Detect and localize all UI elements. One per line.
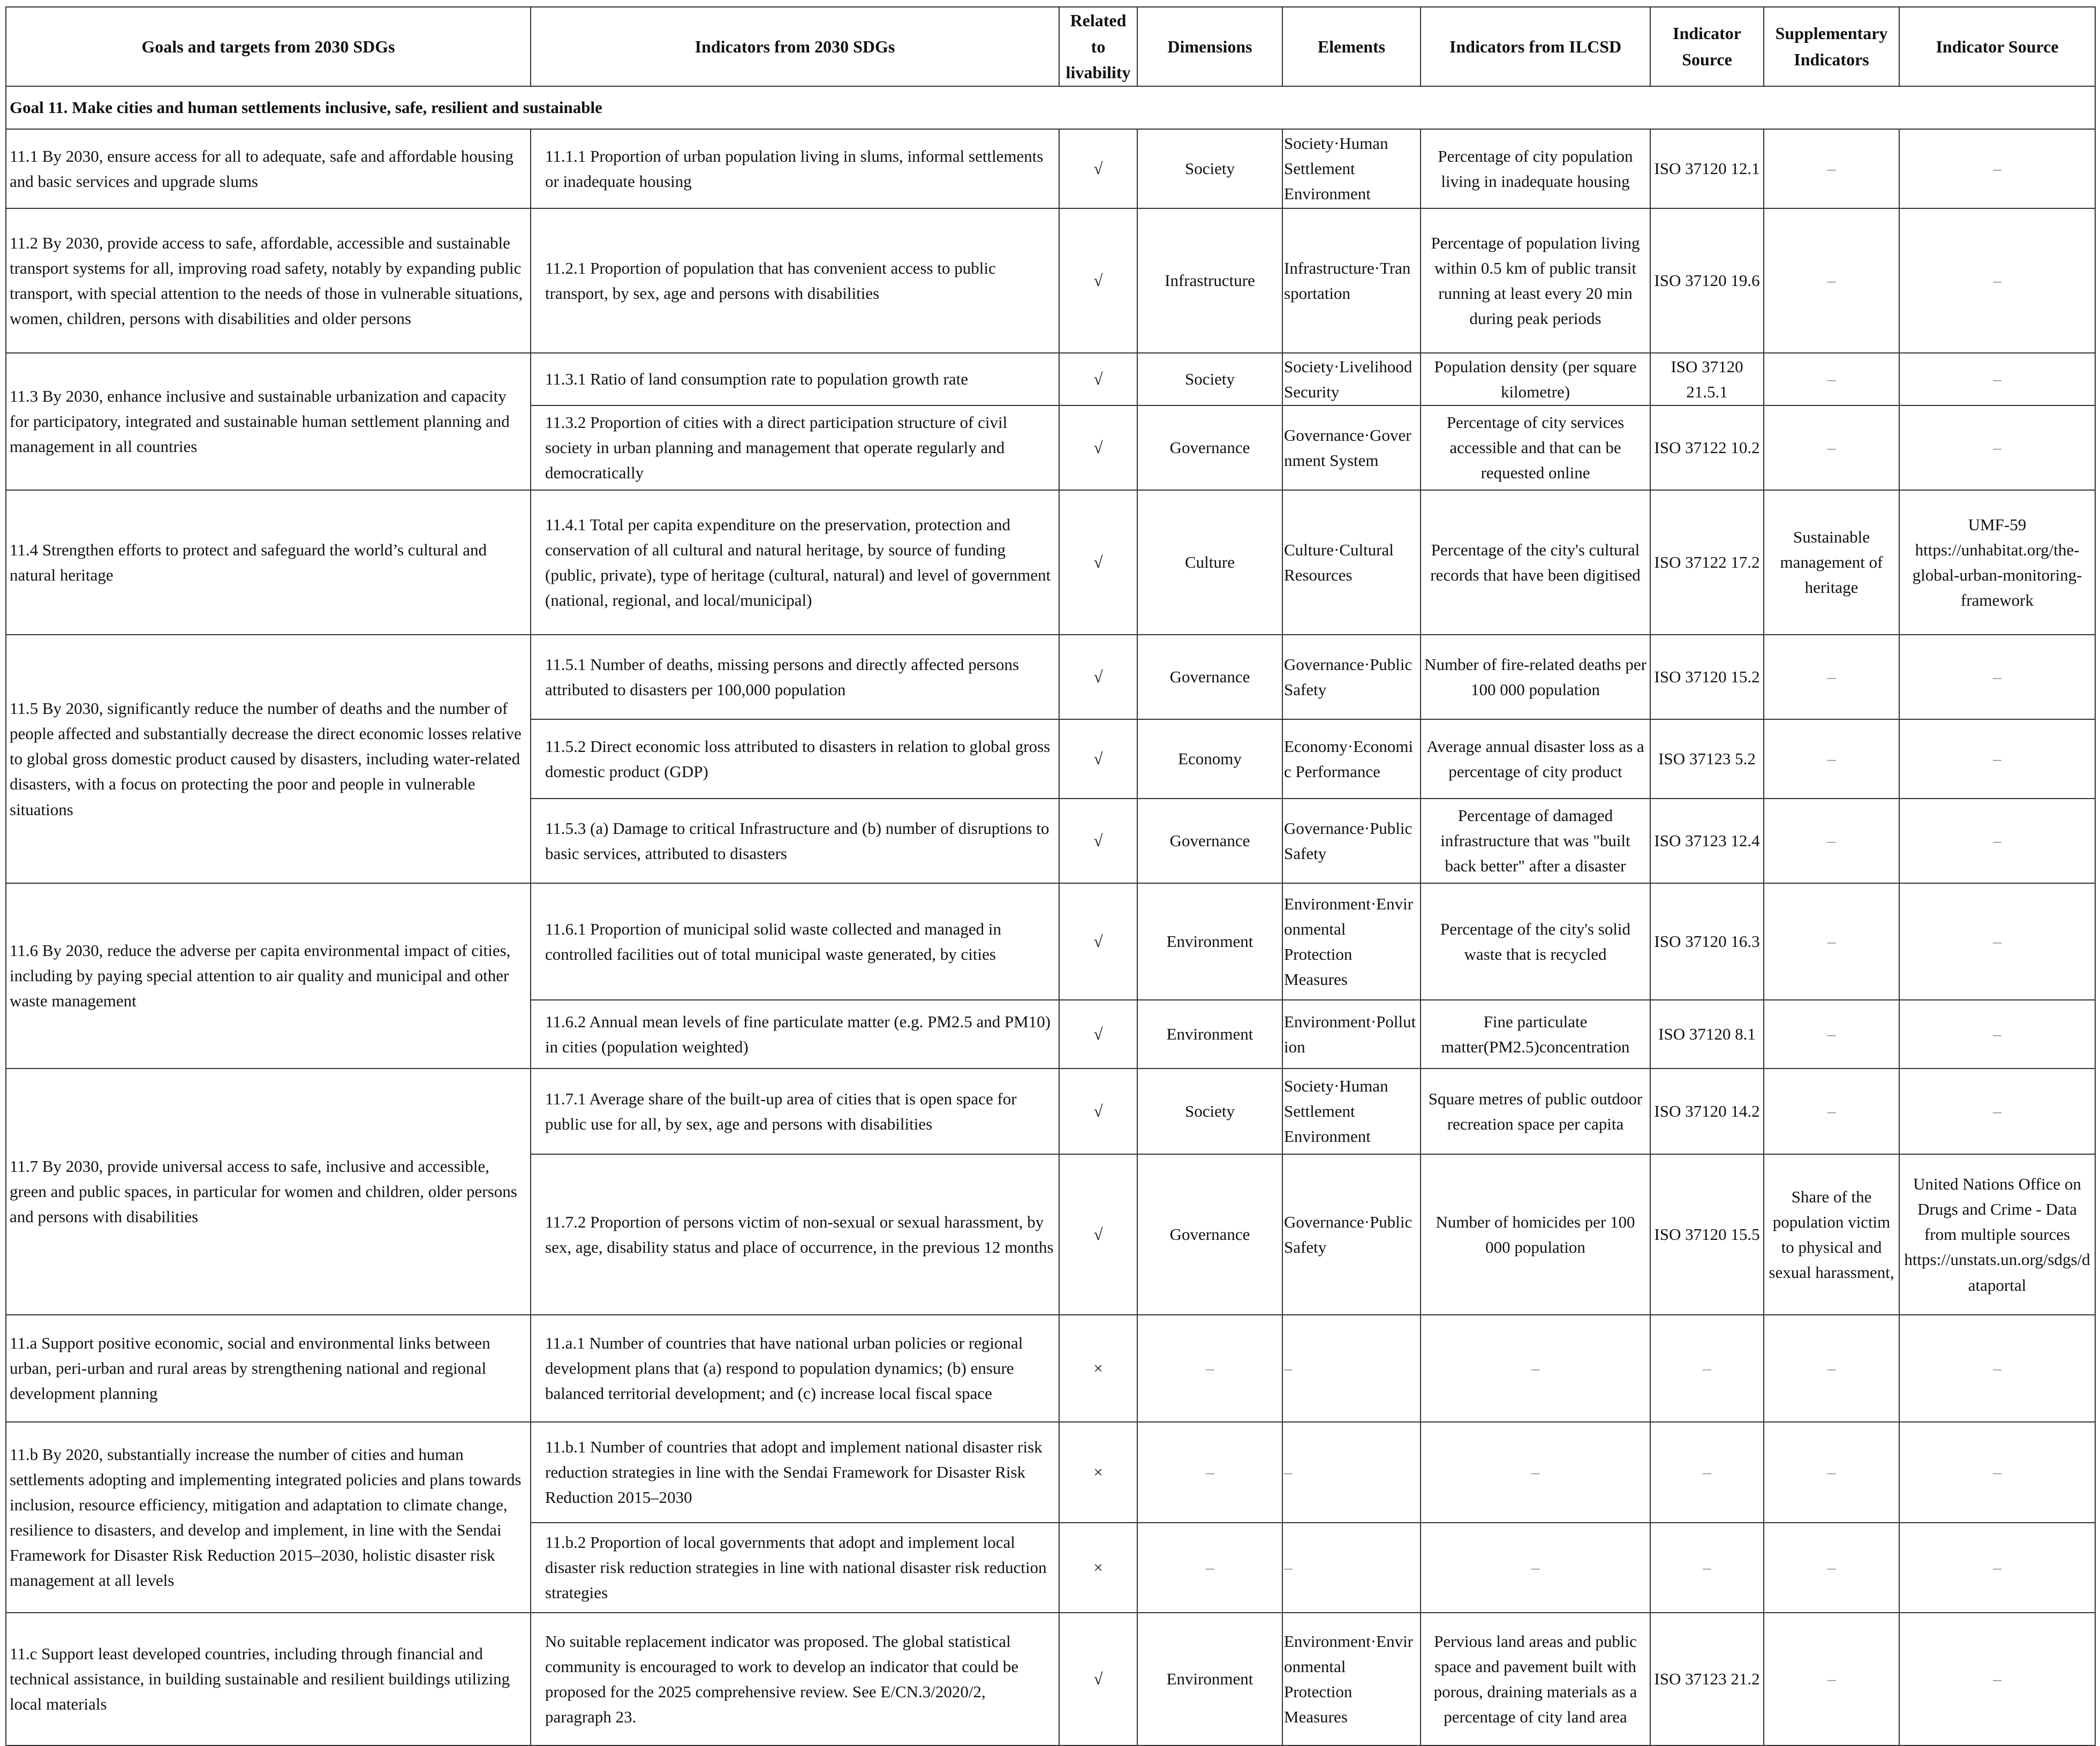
element-cell: Culture·Cultural Resources xyxy=(1282,490,1421,635)
element-cell: Society·Livelihood Security xyxy=(1282,353,1421,405)
indicator-cell: 11.2.1 Proportion of population that has convenient access to public transport, by sex, age and persons with disabilities xyxy=(531,208,1059,353)
supplementary-indicator-cell: – xyxy=(1764,719,1899,799)
table-row xyxy=(6,129,2095,208)
supplementary-source-cell: – xyxy=(1899,405,2095,490)
indicator-cell: 11.b.1 Number of countries that adopt and implement national disaster risk reduction strategies in line with the Sendai Framework for Disaster Risk Reduction 2015–2030 xyxy=(531,1422,1059,1523)
indicator-cell: 11.4.1 Total per capita expenditure on the preservation, protection and conservation of all cultural and natural heritage, by source of funding (public, private), type of heritage (cultural, natural) and level of government (national, regional, and local/municipal) xyxy=(531,490,1059,635)
supplementary-indicator-cell: – xyxy=(1764,1613,1899,1745)
indicator-source-cell: ISO 37120 15.2 xyxy=(1650,635,1764,719)
element-cell: – xyxy=(1282,1523,1421,1613)
header-ilcsd: Indicators from ILCSD xyxy=(1421,7,1650,86)
dimension-cell: Society xyxy=(1137,129,1282,208)
supplementary-source-cell: – xyxy=(1899,1523,2095,1613)
element-cell: Environment·Environmental Protection Measures xyxy=(1282,1613,1421,1745)
target-cell: 11.7 By 2030, provide universal access to safe, inclusive and accessible, green and public spaces, in particular for women and children, older persons and persons with disabilities xyxy=(6,1068,531,1315)
supplementary-source-cell: – xyxy=(1899,1000,2095,1068)
dimension-cell: Environment xyxy=(1137,883,1282,1000)
supplementary-indicator-cell: Sustainable management of heritage xyxy=(1764,490,1899,635)
table-row xyxy=(6,208,2095,353)
header-row xyxy=(6,7,2095,86)
indicator-cell: 11.a.1 Number of countries that have national urban policies or regional development plans that (a) respond to population dynamics; (b) ensure balanced territorial development; and (c) increase local fiscal space xyxy=(531,1315,1059,1422)
supplementary-indicator-cell: – xyxy=(1764,635,1899,719)
livability-cell: √ xyxy=(1059,490,1137,635)
ilcsd-indicator-cell: – xyxy=(1421,1422,1650,1523)
target-cell: 11.6 By 2030, reduce the adverse per capita environmental impact of cities, including by paying special attention to air quality and municipal and other waste management xyxy=(6,883,531,1068)
target-cell: 11.5 By 2030, significantly reduce the number of deaths and the number of people affected and substantially decrease the direct economic losses relative to global gross domestic product caused by disasters, including water-related disasters, with a focus on protecting the poor and people in vulnerable situations xyxy=(6,635,531,883)
dimension-cell: – xyxy=(1137,1523,1282,1613)
ilcsd-indicator-cell: – xyxy=(1421,1315,1650,1422)
supplementary-indicator-cell: – xyxy=(1764,1422,1899,1523)
indicator-source-cell: ISO 37123 12.4 xyxy=(1650,799,1764,883)
indicator-source-cell: – xyxy=(1650,1523,1764,1613)
livability-cell: √ xyxy=(1059,719,1137,799)
ilcsd-indicator-cell: Percentage of the city's solid waste that is recycled xyxy=(1421,883,1650,1000)
element-cell: Governance·Public Safety xyxy=(1282,799,1421,883)
element-cell: Society·Human Settlement Environment xyxy=(1282,1068,1421,1154)
supplementary-source-cell: – xyxy=(1899,719,2095,799)
dimension-cell: – xyxy=(1137,1422,1282,1523)
livability-cell: × xyxy=(1059,1315,1137,1422)
supplementary-indicator-cell: – xyxy=(1764,129,1899,208)
element-cell: Environment·Environmental Protection Measures xyxy=(1282,883,1421,1000)
supplementary-source-cell: UMF-59 https://unhabitat.org/the-global-urban-monitoring-framework xyxy=(1899,490,2095,635)
target-cell: 11.1 By 2030, ensure access for all to adequate, safe and affordable housing and basic services and upgrade slums xyxy=(6,129,531,208)
ilcsd-indicator-cell: Average annual disaster loss as a percentage of city product xyxy=(1421,719,1650,799)
element-cell: Governance·Public Safety xyxy=(1282,635,1421,719)
ilcsd-indicator-cell: Percentage of city services accessible and that can be requested online xyxy=(1421,405,1650,490)
goal-row xyxy=(6,86,2095,129)
ilcsd-indicator-cell: Number of fire-related deaths per 100 000 population xyxy=(1421,635,1650,719)
indicator-source-cell: ISO 37123 21.2 xyxy=(1650,1613,1764,1745)
supplementary-source-cell: – xyxy=(1899,129,2095,208)
indicator-cell: 11.5.1 Number of deaths, missing persons and directly affected persons attributed to disasters per 100,000 population xyxy=(531,635,1059,719)
element-cell: – xyxy=(1282,1422,1421,1523)
dimension-cell: Infrastructure xyxy=(1137,208,1282,353)
header-goals: Goals and targets from 2030 SDGs xyxy=(6,7,531,86)
target-cell: 11.2 By 2030, provide access to safe, affordable, accessible and sustainable transport systems for all, improving road safety, notably by expanding public transport, with special attention to the needs of those in vulnerable situations, women, children, persons with disabilities and older persons xyxy=(6,208,531,353)
element-cell: Society·Human Settlement Environment xyxy=(1282,129,1421,208)
ilcsd-indicator-cell: Percentage of the city's cultural records that have been digitised xyxy=(1421,490,1650,635)
element-cell: Infrastructure·Transportation xyxy=(1282,208,1421,353)
target-cell: 11.a Support positive economic, social and environmental links between urban, peri-urban and rural areas by strengthening national and regional development planning xyxy=(6,1315,531,1422)
livability-cell: √ xyxy=(1059,1000,1137,1068)
indicator-source-cell: ISO 37120 15.5 xyxy=(1650,1154,1764,1315)
ilcsd-indicator-cell: Number of homicides per 100 000 population xyxy=(1421,1154,1650,1315)
dimension-cell: – xyxy=(1137,1315,1282,1422)
livability-cell: √ xyxy=(1059,405,1137,490)
target-cell: 11.b By 2020, substantially increase the number of cities and human settlements adopting and implementing integrated policies and plans towards inclusion, resource efficiency, mitigation and adaptation to climate change, resilience to disasters, and develop and implement, in line with the Sendai Framework for Disaster Risk Reduction 2015–2030, holistic disaster risk management at all levels xyxy=(6,1422,531,1613)
element-cell: Governance·Public Safety xyxy=(1282,1154,1421,1315)
supplementary-indicator-cell: – xyxy=(1764,353,1899,405)
supplementary-source-cell: – xyxy=(1899,1068,2095,1154)
indicator-cell: 11.1.1 Proportion of urban population living in slums, informal settlements or inadequate housing xyxy=(531,129,1059,208)
supplementary-indicator-cell: Share of the population victim to physical and sexual harassment, xyxy=(1764,1154,1899,1315)
table-row xyxy=(6,1315,2095,1422)
indicator-source-cell: ISO 37120 21.5.1 xyxy=(1650,353,1764,405)
livability-cell: √ xyxy=(1059,1154,1137,1315)
indicator-cell: 11.6.2 Annual mean levels of fine particulate matter (e.g. PM2.5 and PM10) in cities (population weighted) xyxy=(531,1000,1059,1068)
element-cell: Governance·Government System xyxy=(1282,405,1421,490)
indicator-cell: 11.5.2 Direct economic loss attributed to disasters in relation to global gross domestic product (GDP) xyxy=(531,719,1059,799)
ilcsd-indicator-cell: Fine particulate matter(PM2.5)concentration xyxy=(1421,1000,1650,1068)
element-cell: Economy·Economic Performance xyxy=(1282,719,1421,799)
header-indicators: Indicators from 2030 SDGs xyxy=(531,7,1059,86)
table-row xyxy=(6,1613,2095,1745)
dimension-cell: Governance xyxy=(1137,799,1282,883)
indicator-source-cell: ISO 37122 10.2 xyxy=(1650,405,1764,490)
element-cell: – xyxy=(1282,1315,1421,1422)
ilcsd-indicator-cell: Population density (per square kilometre) xyxy=(1421,353,1650,405)
indicator-cell: 11.7.2 Proportion of persons victim of non-sexual or sexual harassment, by sex, age, disability status and place of occurrence, in the previous 12 months xyxy=(531,1154,1059,1315)
indicator-source-cell: ISO 37120 14.2 xyxy=(1650,1068,1764,1154)
sdg-indicator-table xyxy=(5,6,2096,1746)
dimension-cell: Environment xyxy=(1137,1000,1282,1068)
supplementary-source-cell: – xyxy=(1899,1315,2095,1422)
livability-cell: √ xyxy=(1059,1068,1137,1154)
dimension-cell: Culture xyxy=(1137,490,1282,635)
header-supplementary: Supplementary Indicators xyxy=(1764,7,1899,86)
livability-cell: √ xyxy=(1059,353,1137,405)
target-cell: 11.3 By 2030, enhance inclusive and sustainable urbanization and capacity for participatory, integrated and sustainable human settlement planning and management in all countries xyxy=(6,353,531,490)
indicator-cell: 11.5.3 (a) Damage to critical Infrastructure and (b) number of disruptions to basic services, attributed to disasters xyxy=(531,799,1059,883)
supplementary-indicator-cell: – xyxy=(1764,1523,1899,1613)
indicator-cell: 11.7.1 Average share of the built-up area of cities that is open space for public use for all, by sex, age and persons with disabilities xyxy=(531,1068,1059,1154)
indicator-source-cell: ISO 37120 8.1 xyxy=(1650,1000,1764,1068)
supplementary-source-cell: – xyxy=(1899,635,2095,719)
target-cell: 11.c Support least developed countries, including through financial and technical assistance, in building sustainable and resilient buildings utilizing local materials xyxy=(6,1613,531,1745)
indicator-source-cell: ISO 37122 17.2 xyxy=(1650,490,1764,635)
table-row xyxy=(6,635,2095,719)
indicator-source-cell: ISO 37120 19.6 xyxy=(1650,208,1764,353)
header-elements: Elements xyxy=(1282,7,1421,86)
livability-cell: √ xyxy=(1059,208,1137,353)
indicator-cell: No suitable replacement indicator was proposed. The global statistical community is encouraged to work to develop an indicator that could be proposed for the 2025 comprehensive review. See E/CN.3/2020/2, paragraph 23. xyxy=(531,1613,1059,1745)
ilcsd-indicator-cell: Percentage of damaged infrastructure that was "built back better" after a disaster xyxy=(1421,799,1650,883)
supplementary-indicator-cell: – xyxy=(1764,883,1899,1000)
dimension-cell: Governance xyxy=(1137,635,1282,719)
header-livability: Related to livability xyxy=(1059,7,1137,86)
supplementary-indicator-cell: – xyxy=(1764,1315,1899,1422)
indicator-cell: 11.6.1 Proportion of municipal solid waste collected and managed in controlled facilities out of total municipal waste generated, by cities xyxy=(531,883,1059,1000)
livability-cell: √ xyxy=(1059,883,1137,1000)
ilcsd-indicator-cell: Pervious land areas and public space and pavement built with porous, draining materials as a percentage of city land area xyxy=(1421,1613,1650,1745)
header-source: Indicator Source xyxy=(1650,7,1764,86)
indicator-source-cell: – xyxy=(1650,1315,1764,1422)
target-cell: 11.4 Strengthen efforts to protect and safeguard the world’s cultural and natural heritage xyxy=(6,490,531,635)
ilcsd-indicator-cell: – xyxy=(1421,1523,1650,1613)
table-row xyxy=(6,490,2095,635)
table-row xyxy=(6,1422,2095,1523)
indicator-cell: 11.3.2 Proportion of cities with a direct participation structure of civil society in urban planning and management that operate regularly and democratically xyxy=(531,405,1059,490)
dimension-cell: Society xyxy=(1137,353,1282,405)
supplementary-source-cell: United Nations Office on Drugs and Crime - Data from multiple sources https://unstats.un.org/sdgs/dataportal xyxy=(1899,1154,2095,1315)
dimension-cell: Governance xyxy=(1137,405,1282,490)
supplementary-source-cell: – xyxy=(1899,1613,2095,1745)
supplementary-source-cell: – xyxy=(1899,208,2095,353)
supplementary-indicator-cell: – xyxy=(1764,799,1899,883)
supplementary-source-cell: – xyxy=(1899,1422,2095,1523)
indicator-cell: 11.b.2 Proportion of local governments that adopt and implement local disaster risk reduction strategies in line with national disaster risk reduction strategies xyxy=(531,1523,1059,1613)
indicator-source-cell: – xyxy=(1650,1422,1764,1523)
supplementary-indicator-cell: – xyxy=(1764,208,1899,353)
livability-cell: √ xyxy=(1059,635,1137,719)
element-cell: Environment·Pollution xyxy=(1282,1000,1421,1068)
livability-cell: √ xyxy=(1059,1613,1137,1745)
supplementary-source-cell: – xyxy=(1899,883,2095,1000)
supplementary-indicator-cell: – xyxy=(1764,1068,1899,1154)
livability-cell: √ xyxy=(1059,129,1137,208)
header-dimensions: Dimensions xyxy=(1137,7,1282,86)
livability-cell: × xyxy=(1059,1422,1137,1523)
indicator-source-cell: ISO 37120 16.3 xyxy=(1650,883,1764,1000)
dimension-cell: Governance xyxy=(1137,1154,1282,1315)
table-row xyxy=(6,1068,2095,1154)
ilcsd-indicator-cell: Square metres of public outdoor recreation space per capita xyxy=(1421,1068,1650,1154)
ilcsd-indicator-cell: Percentage of city population living in inadequate housing xyxy=(1421,129,1650,208)
indicator-source-cell: ISO 37123 5.2 xyxy=(1650,719,1764,799)
indicator-source-cell: ISO 37120 12.1 xyxy=(1650,129,1764,208)
ilcsd-indicator-cell: Percentage of population living within 0.5 km of public transit running at least every 20 min during peak periods xyxy=(1421,208,1650,353)
dimension-cell: Environment xyxy=(1137,1613,1282,1745)
dimension-cell: Economy xyxy=(1137,719,1282,799)
table-row xyxy=(6,353,2095,405)
indicator-cell: 11.3.1 Ratio of land consumption rate to population growth rate xyxy=(531,353,1059,405)
goal-title: Goal 11. Make cities and human settlements inclusive, safe, resilient and sustainable xyxy=(6,86,2095,129)
table-row xyxy=(6,883,2095,1000)
supplementary-indicator-cell: – xyxy=(1764,1000,1899,1068)
livability-cell: √ xyxy=(1059,799,1137,883)
supplementary-source-cell: – xyxy=(1899,799,2095,883)
supplementary-indicator-cell: – xyxy=(1764,405,1899,490)
supplementary-source-cell: – xyxy=(1899,353,2095,405)
livability-cell: × xyxy=(1059,1523,1137,1613)
header-supp-source: Indicator Source xyxy=(1899,7,2095,86)
dimension-cell: Society xyxy=(1137,1068,1282,1154)
